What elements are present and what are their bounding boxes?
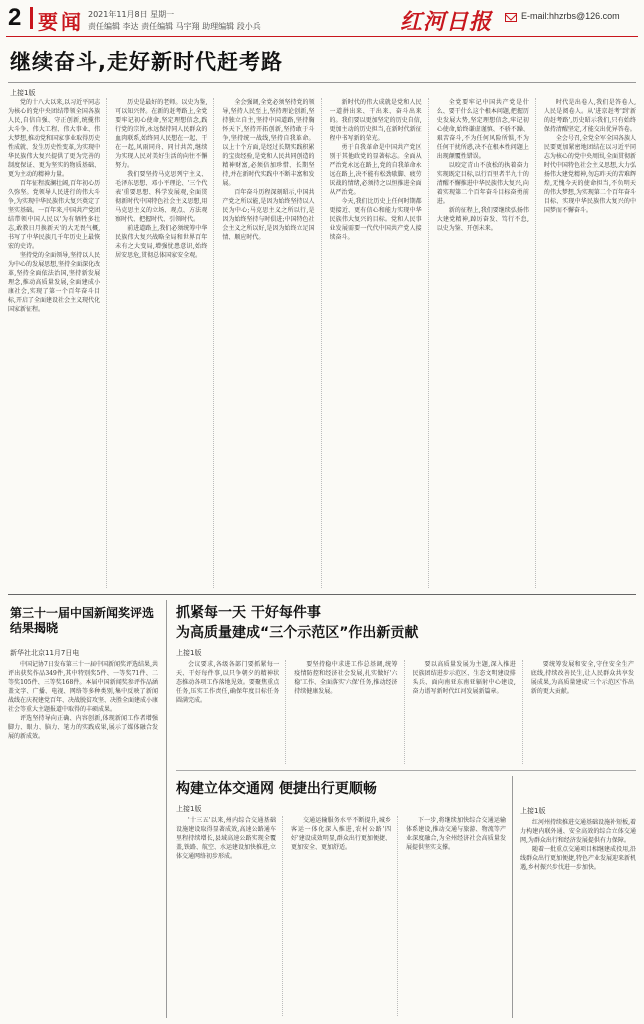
paragraph: 新时代的伟大成就是党和人民一道拼出来、干出来、奋斗出来的。我们要以更加坚定的历史自信,更加主动的历史担当,在新时代新征程中书写新的荣光。 [329,99,422,142]
meeting-headline-2: 为高质量建成“三个示范区”作出新贡献 [176,625,419,641]
transport-cont-byline: 上接1版 [520,807,546,815]
paragraph: 全党要牢记中国共产党是什么、要干什么这个根本问题,把握历史发展大势,坚定理想信念,牢记初心使命,始终谦虚谨慎、不骄不躁、艰苦奋斗,不为任何风险所惧,不为任何干扰所惑,决不在根本性问题上出现颠覆性错误。 [436,99,529,160]
section-separator [8,594,636,595]
paragraph: 我们要坚持马克思列宁主义、毛泽东思想、邓小平理论、'三个代表'重要思想、科学发展观,全面贯彻新时代中国特色社会主义思想,用马克思主义的立场、观点、方法观察时代、把握时代、引领时代。 [115,171,208,223]
meeting-column [294,660,404,764]
paragraph: '十三五'以来,州内综合交通基础设施建设取得显著成效,高速公路通车里程持续增长,县域高速公路实现全覆盖,铁路、航空、水运建设加快推进,立体交通网络初步形成。 [176,817,276,860]
masthead-rule [6,36,638,37]
paragraph: 以咬定青山不放松的执着奋力实现既定目标,以行百里者半九十的清醒不懈推进中华民族伟大复兴,向着实现第二个百年奋斗目标奋勇前进。 [436,162,529,205]
newspaper-logo: 红河日报 [400,9,493,35]
paragraph: 百年奋斗历程深刻昭示,中国共产党之所以能,是因为始终坚持以人民为中心;马克思主义之所以行,是因为始终坚持与时俱进;中国特色社会主义之所以好,是因为始终立足国情、顺应时代。 [222,189,315,241]
paragraph: 要以高质量发展为主题,深入推进民族团结进步示范区、生态文明建设排头兵、面向南亚东南亚辐射中心建设,奋力谱写新时代红河发展新篇章。 [412,661,516,695]
lead-column [437,98,536,588]
transport-cont-column [520,818,636,1016]
transport-column [406,816,506,1016]
paragraph: 今天,我们比历史上任何时期都更接近、更有信心和能力实现中华民族伟大复兴的目标。党和人民事业发展需要一代代中国共产党人接续奋斗。 [329,198,422,241]
section-name: 要闻 [38,10,84,34]
paragraph: 前进道路上,我们必须统筹中华民族伟大复兴战略全局和世界百年未有之大变局,增强忧患意识,始终居安思危,贯彻总体国家安全观。 [115,225,208,259]
editor-credits: 责任编辑 李达 责任编辑 马宇翔 助理编辑 段小兵 [88,22,261,31]
paragraph: 党的十八大以来,以习近平同志为核心的党中央团结带领全国各族人民,自信自强、守正创新,统揽伟大斗争、伟大工程、伟大事业、伟大梦想,推动党和国家事业取得历史性成就、发生历史性变革,为实现中华民族伟大复兴提供了更为完善的制度保证、更为坚实的物质基础、更为主动的精神力量。 [8,99,101,178]
section-divider [30,7,33,29]
section-separator [176,770,636,771]
award-byline: 新华社北京11月7日电 [10,649,80,657]
meeting-column [413,660,523,764]
transport-column [291,816,398,1016]
page-number: 2 [8,4,22,31]
transport-body [176,816,506,1016]
email-icon [505,13,517,22]
column-separator [512,776,513,1018]
contact-email: E-mail:hhzrbs@126.com [521,11,620,21]
meeting-headline-1: 抓紧每一天 干好每件事 [176,605,321,621]
lead-body [8,98,636,588]
lead-column [115,98,214,588]
transport-headline: 构建立体交通网 便捷出行更顺畅 [176,781,377,797]
paragraph: 评选坚持导向正确、内容创新,体现新闻工作者增强脚力、眼力、脑力、笔力的实践成果,展示了媒体融合发展的新成效。 [8,715,158,740]
column-separator [166,600,167,1018]
paragraph: 历史是最好的老师。以史为鉴,可以知兴替。在新的赶考路上,全党要牢记初心使命,坚定理想信念,践行党的宗旨,永远保持同人民群众的血肉联系,始终同人民想在一起、干在一起,风雨同舟、同甘共苦,继续为实现人民对美好生活的向往不懈努力。 [115,99,208,169]
paragraph: 下一步,将继续加快综合交通运输体系建设,推动交通与旅游、物流等产业深度融合,为全州经济社会高质量发展提供坚实支撑。 [406,817,506,851]
paragraph: 交通运输服务水平不断提升,城乡客运一体化深入推进,农村公路'四好'建设成效明显,群众出行更加便捷、更加安全、更加舒适。 [291,817,391,851]
meeting-column [531,660,634,764]
award-body [8,660,158,1016]
paragraph: 要坚持稳中求进工作总基调,统筹疫情防控和经济社会发展,扎实做好'六稳'工作、全面落实'六保'任务,推动经济持续健康发展。 [294,661,398,695]
paragraph: 坚持党的全面领导,坚持以人民为中心的发展思想,坚持全面深化改革,坚持全面依法治国,坚持新发展理念,推动高质量发展,全面建成小康社会,实现了第一个百年奋斗目标,开启了全面建设社会主义现代化国家新征程。 [8,252,101,313]
lead-byline: 上接1版 [10,89,36,97]
award-headline: 第三十一届中国新闻奖评选结果揭晓 [10,606,155,635]
lead-headline: 继续奋斗,走好新时代赶考路 [10,50,283,74]
paragraph: 全会号召,全党全军全国各族人民要更加紧密地团结在以习近平同志为核心的党中央周围,全面贯彻新时代中国特色社会主义思想,大力弘扬伟大建党精神,勿忘昨天的苦难辉煌,无愧今天的使命担当,不负明天的伟大梦想,为实现第二个百年奋斗目标、实现中华民族伟大复兴的中国梦而不懈奋斗。 [543,135,637,214]
paragraph: 勇于自我革命是中国共产党区别于其他政党的显著标志。全面从严治党永远在路上,党的自我革命永远在路上,决不能有松劲歇脚、疲劳厌战的情绪,必须持之以恒推进全面从严治党。 [329,144,422,196]
paragraph: 红河州持续推进交通基础设施补短板,着力构建内联外通、安全高效的综合立体交通网,为群众出行和经济发展提供有力保障。 [520,819,636,844]
paragraph: 随着一批重点交通项目相继建成投用,沿线群众出行更加便捷,特色产业发展迎来新机遇,乡村振兴步伐进一步加快。 [520,846,636,871]
issue-date: 2021年11月8日 星期一 [88,10,175,19]
paragraph: 时代是出卷人,我们是答卷人,人民是阅卷人。从'进京赶考'到'新的赶考路',历史昭示我们,只有始终保持清醒坚定,才能交出优异答卷。 [543,99,637,133]
award-column [8,660,158,1016]
lead-column [544,98,636,588]
paragraph: 要统筹发展和安全,守住安全生产底线,持续改善民生,让人民群众共享发展成果,为高质量建成'三个示范区'作出新的更大贡献。 [530,661,634,695]
meeting-column [176,660,286,764]
masthead [0,0,644,40]
transport-byline: 上接1版 [176,805,202,813]
lead-column [8,98,107,588]
paragraph: 新的征程上,我们要继续弘扬伟大建党精神,踔厉奋发、笃行不怠,以史为鉴、开创未来。 [436,207,529,232]
paragraph: 中国记协7日发布第三十一届中国新闻奖评选结果,共评出获奖作品349件,其中特别奖5件、一等奖71件、二等奖105件、三等奖168件。本届中国新闻奖参评作品涵盖文字、广播、电视、网络等多种类别,集中反映了新闻战线在庆祝建党百年、决战脱贫攻坚、决胜全面建成小康社会等重大主题报道中取得的丰硕成果。 [8,661,158,713]
transport-column [176,816,283,1016]
lead-rule [8,82,636,83]
paragraph: 百年征程波澜壮阔,百年初心历久弥坚。党领导人民进行的伟大斗争,为实现中华民族伟大复兴奠定了坚实基础。一百年来,中国共产党团结带领中国人民以'为有牺牲多壮志,敢教日月换新天'的大无畏气概,书写了中华民族几千年历史上最恢宏的史诗。 [8,180,101,250]
transport-cont-body [520,818,636,1016]
meeting-body [176,660,634,764]
lead-column [330,98,429,588]
meeting-byline: 上接1版 [176,649,202,657]
paragraph: 会议要求,各级各部门要抓紧每一天、干好每件事,以只争朝夕的精神状态推动各项工作落地见效。要聚焦重点任务,压实工作责任,确保年度目标任务圆满完成。 [176,661,280,704]
lead-column [222,98,321,588]
paragraph: 全会强调,全党必须坚持党的领导,坚持人民至上,坚持理论创新,坚持独立自主,坚持中国道路,坚持胸怀天下,坚持开拓创新,坚持敢于斗争,坚持统一战线,坚持自我革命。以上十个方面,是经过长期实践积累的宝贵经验,是党和人民共同创造的精神财富,必须倍加珍惜、长期坚持,并在新时代实践中不断丰富和发展。 [222,99,315,187]
